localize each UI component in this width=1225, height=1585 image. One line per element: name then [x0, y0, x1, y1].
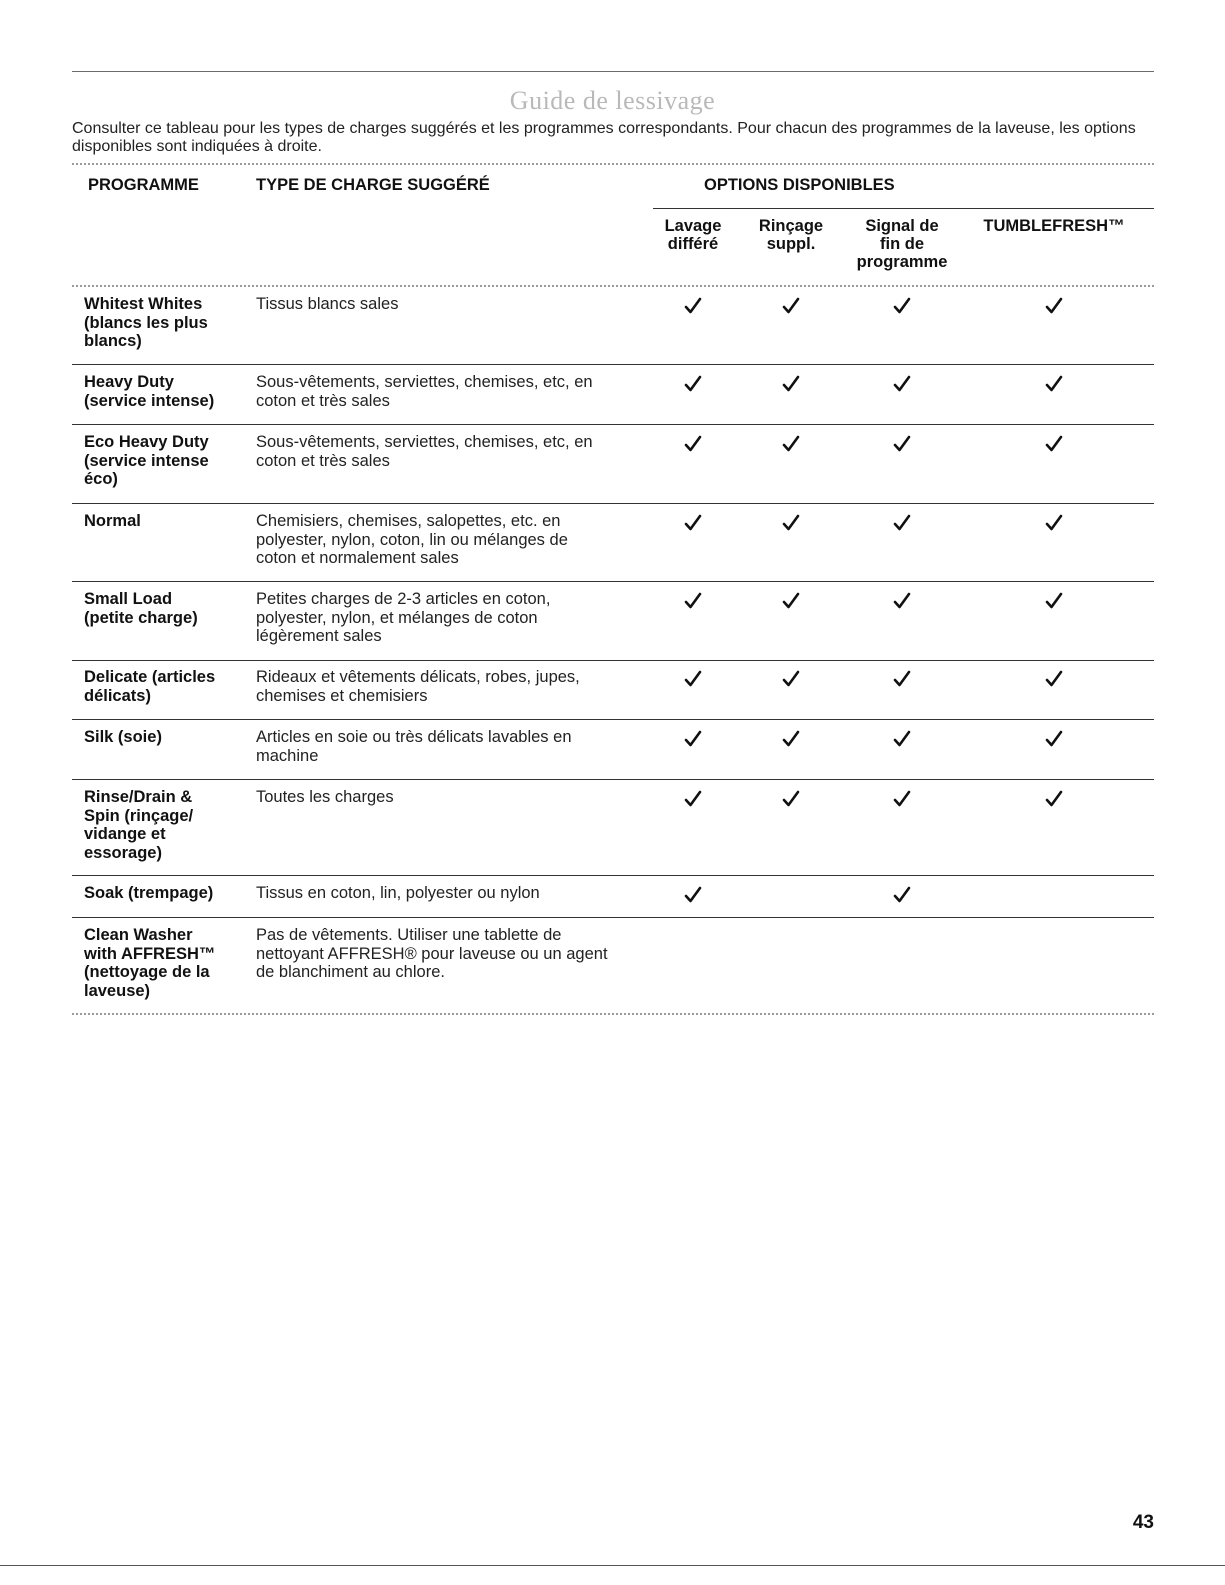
bottom-rule	[0, 1565, 1225, 1566]
checkmark-icon	[1044, 591, 1064, 611]
row-separator	[72, 660, 1154, 661]
row-separator	[72, 875, 1154, 876]
top-rule	[72, 71, 1154, 72]
program-name: Silk (soie)	[84, 728, 162, 746]
checkmark-icon	[1044, 434, 1064, 454]
load-type: Tissus en coton, lin, polyester ou nylon	[256, 884, 540, 902]
option-header-2: Rinçage suppl.	[758, 217, 824, 253]
checkmark-icon	[683, 669, 703, 689]
program-name: Small Load (petite charge)	[84, 590, 198, 627]
checkmark-icon	[892, 374, 912, 394]
checkmark-icon	[1044, 669, 1064, 689]
load-type: Toutes les charges	[256, 788, 394, 806]
intro-text: Consulter ce tableau pour les types de charges suggérés et les programmes correspondants. Pour chacun des programmes de la laveuse, les options disponibles sont indiquées à droite.	[72, 120, 1136, 155]
program-name: Whitest Whites (blancs les plus blancs)	[84, 295, 208, 350]
header-options: OPTIONS DISPONIBLES	[704, 176, 895, 194]
checkmark-icon	[781, 434, 801, 454]
checkmark-icon	[781, 591, 801, 611]
checkmark-icon	[781, 669, 801, 689]
program-name: Eco Heavy Duty (service intense éco)	[84, 433, 209, 488]
table-bottom-dotted-rule	[72, 1013, 1154, 1015]
checkmark-icon	[683, 513, 703, 533]
option-header-3: Signal de fin de programme	[856, 217, 948, 271]
option-header-4: TUMBLEFRESH™	[983, 217, 1125, 235]
checkmark-icon	[683, 789, 703, 809]
program-name: Normal	[84, 512, 141, 530]
row-separator	[72, 364, 1154, 365]
row-separator	[72, 424, 1154, 425]
checkmark-icon	[1044, 789, 1064, 809]
row-separator	[72, 581, 1154, 582]
checkmark-icon	[892, 513, 912, 533]
row-separator	[72, 719, 1154, 720]
checkmark-icon	[683, 729, 703, 749]
checkmark-icon	[683, 434, 703, 454]
checkmark-icon	[781, 296, 801, 316]
option-header-1: Lavage différé	[664, 217, 722, 253]
checkmark-icon	[683, 885, 703, 905]
row-separator	[72, 779, 1154, 780]
load-type: Rideaux et vêtements délicats, robes, jupes, chemises et chemisiers	[256, 668, 580, 705]
load-type: Chemisiers, chemises, salopettes, etc. en polyester, nylon, coton, lin ou mélanges de coton et normalement sales	[256, 512, 568, 567]
program-name: Heavy Duty (service intense)	[84, 373, 215, 410]
page-title: Guide de lessivage	[509, 86, 716, 115]
checkmark-icon	[683, 591, 703, 611]
program-name: Delicate (articles délicats)	[84, 668, 216, 705]
checkmark-icon	[892, 669, 912, 689]
program-name: Clean Washer with AFFRESH™ (nettoyage de la laveuse)	[84, 926, 216, 1000]
checkmark-icon	[683, 374, 703, 394]
checkmark-icon	[892, 729, 912, 749]
checkmark-icon	[1044, 296, 1064, 316]
load-type: Tissus blancs sales	[256, 295, 399, 313]
checkmark-icon	[781, 789, 801, 809]
load-type: Petites charges de 2-3 articles en coton, polyester, nylon, et mélanges de coton légèrement sales	[256, 590, 551, 645]
row-separator	[72, 917, 1154, 918]
page-number: 43	[1132, 1512, 1154, 1533]
checkmark-icon	[1044, 374, 1064, 394]
checkmark-icon	[892, 434, 912, 454]
checkmark-icon	[892, 296, 912, 316]
checkmark-icon	[781, 729, 801, 749]
header-bottom-dotted-rule	[72, 285, 1154, 287]
header-top-dotted-rule	[72, 163, 1154, 165]
load-type: Pas de vêtements. Utiliser une tablette de nettoyant AFFRESH® pour laveuse ou un agent de blanchiment au chlore.	[256, 926, 608, 981]
header-type: TYPE DE CHARGE SUGGÉRÉ	[256, 176, 490, 194]
load-type: Articles en soie ou très délicats lavables en machine	[256, 728, 572, 765]
header-programme: PROGRAMME	[88, 176, 199, 194]
load-type: Sous-vêtements, serviettes, chemises, etc, en coton et très sales	[256, 373, 593, 410]
program-name: Rinse/Drain & Spin (rinçage/ vidange et essorage)	[84, 788, 194, 862]
checkmark-icon	[892, 885, 912, 905]
checkmark-icon	[683, 296, 703, 316]
checkmark-icon	[892, 789, 912, 809]
load-type: Sous-vêtements, serviettes, chemises, etc, en coton et très sales	[256, 433, 593, 470]
program-name: Soak (trempage)	[84, 884, 214, 902]
checkmark-icon	[1044, 513, 1064, 533]
checkmark-icon	[1044, 729, 1064, 749]
checkmark-icon	[781, 374, 801, 394]
options-rule	[653, 208, 1154, 209]
checkmark-icon	[892, 591, 912, 611]
checkmark-icon	[781, 513, 801, 533]
row-separator	[72, 503, 1154, 504]
